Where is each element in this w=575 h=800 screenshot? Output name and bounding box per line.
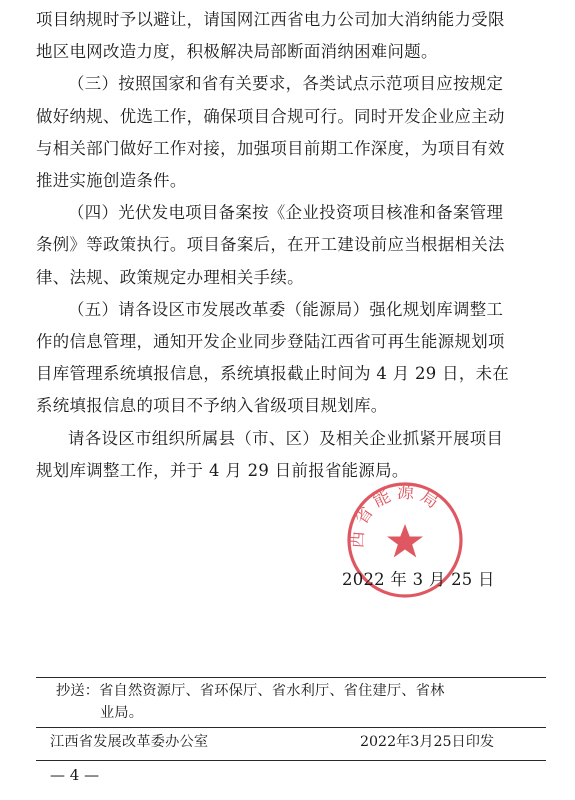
text-line: 做好纳规、优选工作，确保项目合规可行。同时开发企业应主动 <box>36 106 505 126</box>
text-line: （四）光伏发电项目备案按《企业投资项目核准和备案管理 <box>68 203 504 223</box>
seal-star-icon <box>387 524 423 558</box>
paragraph-item-4 <box>36 197 546 294</box>
paragraph-item-5 <box>36 294 546 423</box>
page-number: — 4 — <box>50 766 100 784</box>
paragraph-closing <box>36 423 546 487</box>
text-line: （五）请各设区市发展改革委（能源局）强化规划库调整工 <box>68 299 504 319</box>
text-line: 地区电网改造力度，积极解决局部断面消纳困难问题。 <box>36 42 438 62</box>
text-line: 请各设区市组织所属县（市、区）及相关企业抓紧开展项目 <box>68 428 504 448</box>
divider <box>36 760 546 761</box>
cc-line: 抄送：省自然资源厅、省环保厅、省水利厅、省住建厅、省林 <box>56 683 445 699</box>
divider <box>36 727 546 728</box>
paragraph-item-3 <box>36 68 546 197</box>
cc-list <box>56 680 536 724</box>
document-body <box>36 4 546 487</box>
text-line: 条例》等政策执行。项目备案后，在开工建设前应当根据相关法 <box>36 235 505 255</box>
paragraph-intro <box>36 4 546 68</box>
text-line: 律、法规、政策规定办理相关手续。 <box>36 267 304 287</box>
text-line: 推进实施创造条件。 <box>36 171 187 191</box>
text-line: 项目纳规时予以避让，请国网江西省电力公司加大消纳能力受限 <box>36 10 505 29</box>
divider <box>36 677 546 678</box>
text-line: 作的信息管理，通知开发企业同步登陆江西省可再生能源规划项 <box>36 332 505 352</box>
text-line: 规划库调整工作，并于 4 月 29 日前报省能源局。 <box>36 460 409 480</box>
text-line: 与相关部门做好工作对接，加强项目前期工作深度，为项目有效 <box>36 138 505 158</box>
issuing-office: 江西省发展改革委办公室 <box>50 734 209 750</box>
issue-date: 2022年3月25日印发 <box>360 734 495 750</box>
seal-text: 西省能源局 <box>347 482 446 549</box>
text-line: 目库管理系统填报信息，系统填报截止时间为 4 月 29 日，未在 <box>36 364 510 384</box>
cc-line: 业局。 <box>100 705 144 721</box>
text-line: （三）按照国家和省有关要求，各类试点示范项目应按规定 <box>68 74 504 94</box>
text-line: 系统填报信息的项目不予纳入省级项目规划库。 <box>36 396 388 416</box>
signature-date: 2022 年 3 月 25 日 <box>342 570 495 589</box>
